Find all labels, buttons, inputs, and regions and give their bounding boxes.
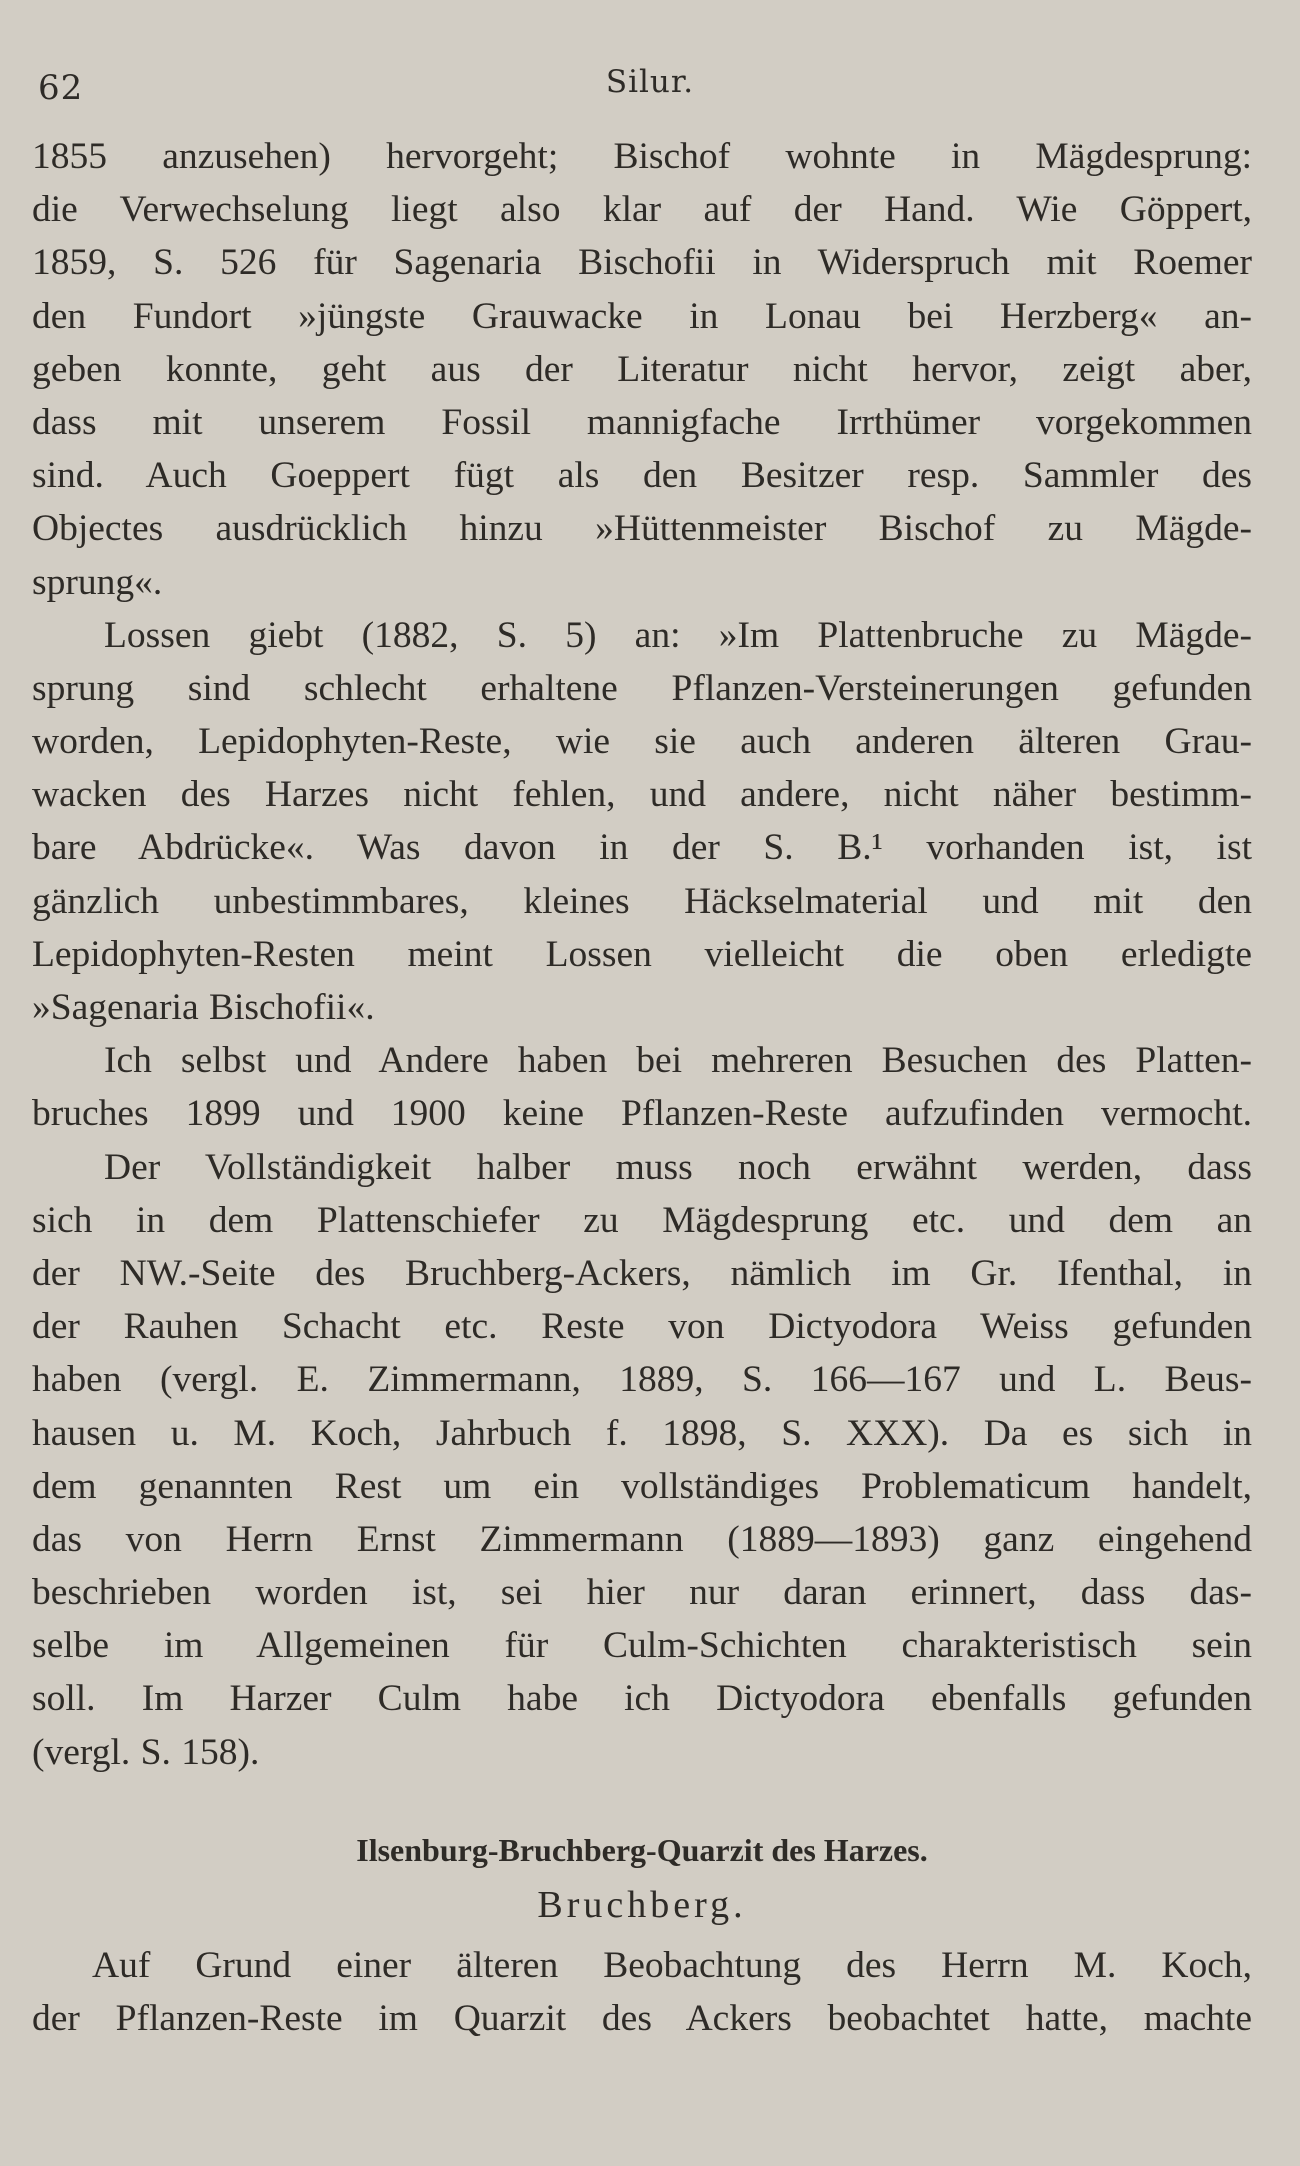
text-line: dass mit unserem Fossil mannigfache Irrthümer vorgekommen xyxy=(32,401,1252,443)
text-line: »Sagenaria Bischofii«. xyxy=(32,987,375,1028)
running-title: Silur. xyxy=(605,64,695,100)
text-line: wacken des Harzes nicht fehlen, und andere, nicht näher bestimm- xyxy=(32,774,1252,816)
text-line: geben konnte, geht aus der Literatur nicht hervor, zeigt aber, xyxy=(32,348,1252,390)
text-line: selbe im Allgemeinen für Culm-Schichten charakteristisch sein xyxy=(32,1625,1252,1667)
text-line: haben (vergl. E. Zimmermann, 1889, S. 166—167 und L. Beus- xyxy=(32,1359,1252,1401)
body-text xyxy=(32,130,1252,2045)
text-line: Lepidophyten-Resten meint Lossen vielleicht die oben erledigte xyxy=(32,933,1252,975)
text-line: Objectes ausdrücklich hinzu »Hüttenmeister Bischof zu Mägde- xyxy=(32,508,1252,550)
section-heading: Ilsenburg-Bruchberg-Quarzit des Harzes. xyxy=(356,1831,928,1868)
text-line: das von Herrn Ernst Zimmermann (1889—1893) ganz eingehend xyxy=(32,1518,1252,1560)
text-line: Lossen giebt (1882, S. 5) an: »Im Plattenbruche zu Mägde- xyxy=(104,614,1252,656)
text-line: Der Vollständigkeit halber muss noch erwähnt werden, dass xyxy=(104,1146,1252,1188)
text-line: gänzlich unbestimmbares, kleines Häckselmaterial und mit den xyxy=(32,880,1252,922)
text-line: der Rauhen Schacht etc. Reste von Dictyodora Weiss gefunden xyxy=(32,1306,1252,1348)
page-number: 62 xyxy=(38,68,84,108)
text-line: beschrieben worden ist, sei hier nur daran erinnert, dass das- xyxy=(32,1572,1252,1614)
text-line: der Pflanzen-Reste im Quarzit des Ackers beobachtet hatte, machte xyxy=(32,1998,1252,2039)
text-line: hausen u. M. Koch, Jahrbuch f. 1898, S. XXX). Da es sich in xyxy=(32,1412,1252,1454)
text-line: Auf Grund einer älteren Beobachtung des Herrn M. Koch, xyxy=(92,1944,1252,1986)
text-line: sind. Auch Goeppert fügt als den Besitzer resp. Sammler des xyxy=(32,455,1252,497)
text-line: bruches 1899 und 1900 keine Pflanzen-Reste aufzufinden vermocht. xyxy=(32,1093,1252,1135)
text-line: 1855 anzusehen) hervorgeht; Bischof wohnte in Mägdesprung: xyxy=(32,136,1252,177)
text-line: Ich selbst und Andere haben bei mehreren Besuchen des Platten- xyxy=(104,1040,1252,1082)
text-line: bare Abdrücke«. Was davon in der S. B.¹ vorhanden ist, ist xyxy=(32,827,1252,869)
text-line: die Verwechselung liegt also klar auf der Hand. Wie Göppert, xyxy=(32,189,1252,231)
section-subheading: Bruchberg. xyxy=(537,1883,747,1926)
text-line: sich in dem Plattenschiefer zu Mägdesprung etc. und dem an xyxy=(32,1199,1252,1241)
text-line: dem genannten Rest um ein vollständiges Problematicum handelt, xyxy=(32,1465,1252,1507)
text-line: sprung sind schlecht erhaltene Pflanzen-Versteinerungen gefunden xyxy=(32,667,1252,709)
text-line: (vergl. S. 158). xyxy=(32,1731,260,1773)
text-line: worden, Lepidophyten-Reste, wie sie auch anderen älteren Grau- xyxy=(32,721,1252,763)
text-line: soll. Im Harzer Culm habe ich Dictyodora ebenfalls gefunden xyxy=(32,1678,1252,1720)
text-line: sprung«. xyxy=(32,561,163,603)
text-line: den Fundort »jüngste Grauwacke in Lonau bei Herzberg« an- xyxy=(32,295,1252,337)
text-line: der NW.-Seite des Bruchberg-Ackers, nämlich im Gr. Ifenthal, in xyxy=(32,1252,1252,1294)
text-line: 1859, S. 526 für Sagenaria Bischofii in Widerspruch mit Roemer xyxy=(32,242,1252,284)
page-header xyxy=(0,60,1300,112)
